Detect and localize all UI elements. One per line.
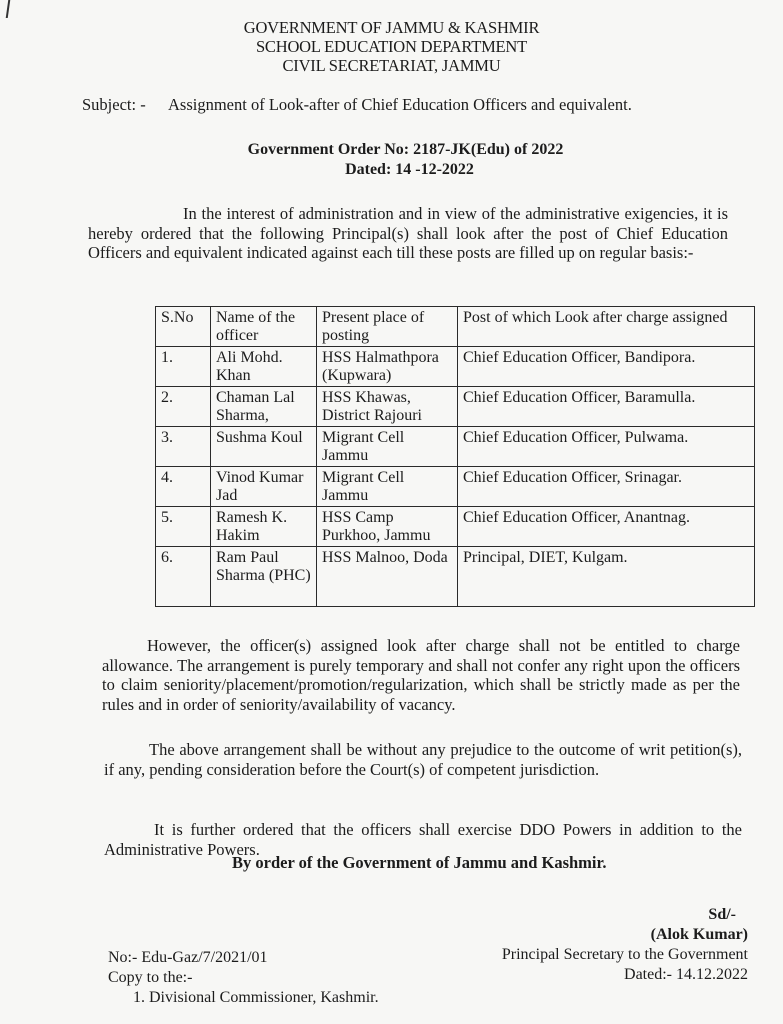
copy-recipient: 1. Divisional Commissioner, Kashmir. [133,989,379,1006]
cell-sno: 2. [156,387,211,427]
cell-post: Chief Education Officer, Pulwama. [458,427,755,467]
ddo-powers-paragraph: It is further ordered that the officers shall exercise DDO Powers in addition to the Administrative Powers. [104,820,742,859]
cell-post: Chief Education Officer, Srinagar. [458,467,755,507]
cell-name: Chaman Lal Sharma, [211,387,317,427]
by-order-line: By order of the Government of Jammu and Kashmir. [232,853,607,872]
table-row [156,427,755,467]
header-post: Post of which Look after charge assigned [458,307,755,347]
letterhead [0,18,783,75]
cell-sno: 6. [156,547,211,607]
cell-posting: HSS Malnoo, Doda [317,547,458,607]
letterhead-department: SCHOOL EDUCATION DEPARTMENT [255,37,528,56]
subject-text: Assignment of Look-after of Chief Education Officers and equivalent. [168,95,632,114]
cell-name: Vinod Kumar Jad [211,467,317,507]
table-header-row [156,307,755,347]
cell-name: Sushma Koul [211,427,317,467]
page-edge-mark [6,0,11,18]
letterhead-office: CIVIL SECRETARIAT, JAMMU [282,56,501,75]
signature-block [502,905,748,985]
copy-to-label: Copy to the:- [108,969,193,986]
prejudice-paragraph: The above arrangement shall be without any prejudice to the outcome of writ petition(s), if any, pending consideration before the Court(s) of competent jurisdiction. [104,740,742,779]
order-heading [0,140,783,180]
cell-posting: HSS Camp Purkhoo, Jammu [317,507,458,547]
intro-paragraph: In the interest of administration and in view of the administrative exigencies, it is hereby ordered that the following Principal(s) shall look after the post of Chief Education Officers and equivalent indicated against each till these posts are filled up on regular basis:- [88,204,728,262]
cell-name: Ram Paul Sharma (PHC) [211,547,317,607]
signatory-name: (Alok Kumar) [650,926,748,943]
cell-post: Chief Education Officer, Bandipora. [458,347,755,387]
table-row [156,347,755,387]
reference-block [108,948,379,1008]
table-row [156,547,755,607]
letterhead-government: GOVERNMENT OF JAMMU & KASHMIR [243,18,540,37]
cell-posting: HSS Halmathpora (Kupwara) [317,347,458,387]
signatory-designation: Principal Secretary to the Government [501,946,748,963]
cell-post: Chief Education Officer, Anantnag. [458,507,755,547]
subject-label: Subject: - [82,95,146,114]
order-number: Government Order No: 2187-JK(Edu) of 2022 [247,141,564,158]
cell-posting: Migrant Cell Jammu [317,467,458,507]
reference-number: No:- Edu-Gaz/7/2021/01 [108,949,268,966]
allowance-paragraph: However, the officer(s) assigned look after charge shall not be entitled to charge allowance. The arrangement is purely temporary and shall not confer any right upon the officers to claim seniority/placement/promotion/regularization, which shall be strictly made as per the rules and in order of seniority/availability of vacancy. [102,636,740,714]
table-row [156,507,755,547]
cell-post: Chief Education Officer, Baramulla. [458,387,755,427]
signature-sd: Sd/- [708,906,736,923]
header-posting: Present place of posting [317,307,458,347]
header-name: Name of the officer [211,307,317,347]
table-row [156,467,755,507]
signature-date: Dated:- 14.12.2022 [624,966,748,983]
cell-name: Ali Mohd. Khan [211,347,317,387]
cell-sno: 1. [156,347,211,387]
officers-table [155,306,755,607]
table-row [156,387,755,427]
cell-post: Principal, DIET, Kulgam. [458,547,755,607]
cell-posting: Migrant Cell Jammu [317,427,458,467]
cell-sno: 3. [156,427,211,467]
subject-line [82,95,632,115]
order-date: Dated: 14 -12-2022 [345,161,474,178]
cell-sno: 4. [156,467,211,507]
cell-name: Ramesh K. Hakim [211,507,317,547]
cell-posting: HSS Khawas, District Rajouri [317,387,458,427]
header-sno: S.No [156,307,211,347]
cell-sno: 5. [156,507,211,547]
